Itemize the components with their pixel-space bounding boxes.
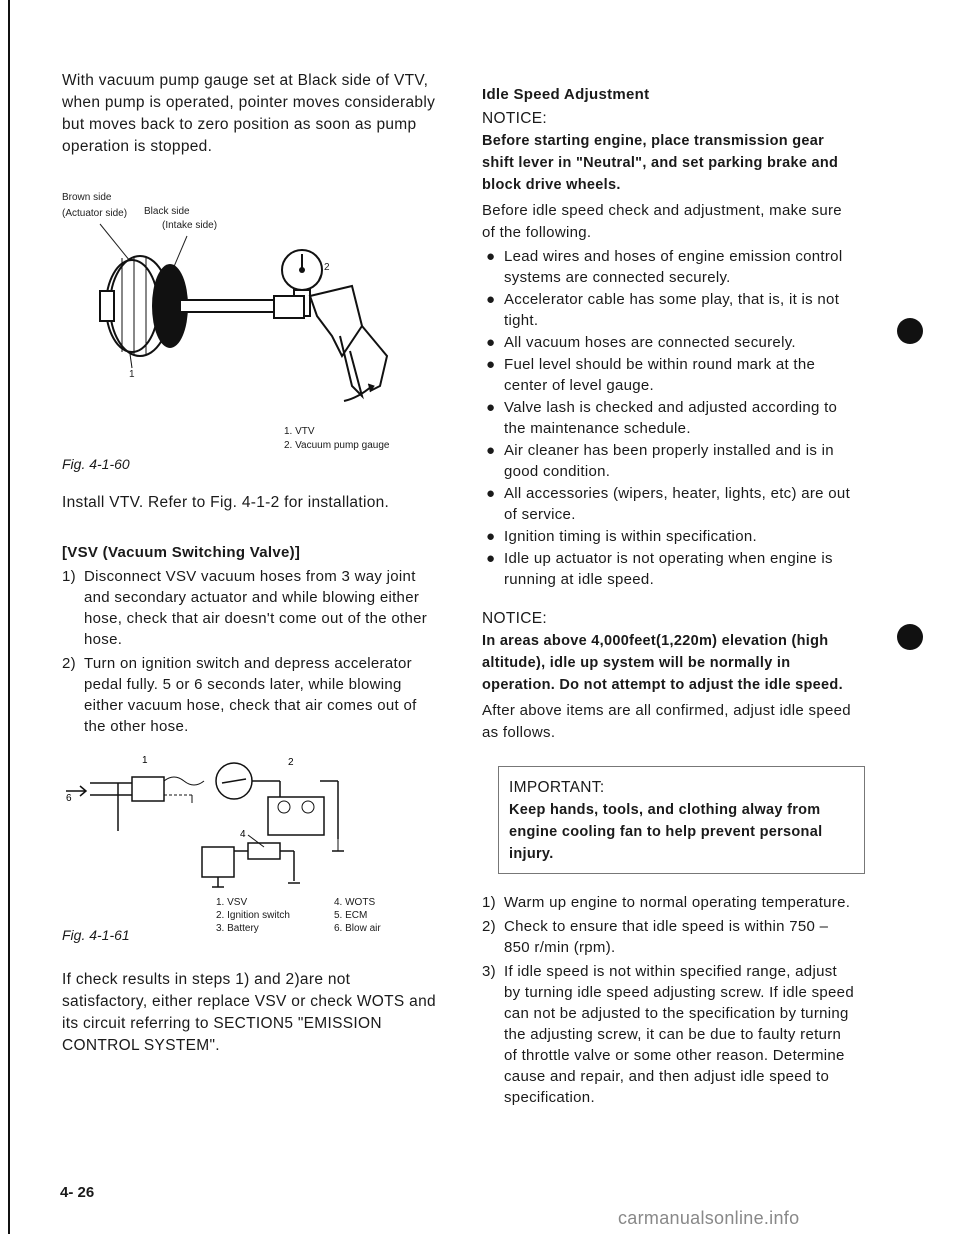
- vacuum-hose: [180, 300, 274, 312]
- watermark: carmanualsonline.info: [618, 1208, 800, 1228]
- legend-ignition-switch: 2. Ignition switch: [216, 910, 290, 921]
- legend-item-2: 2. Vacuum pump gauge: [284, 440, 390, 451]
- diagram-label-2: 2: [288, 757, 294, 768]
- diagram-label-6: 6: [66, 793, 72, 804]
- legend-ecm: 5. ECM: [334, 910, 368, 921]
- page-number: 4- 26: [60, 1184, 95, 1201]
- callout-black-side: Black side: [144, 206, 190, 217]
- callout-actuator-side: (Actuator side): [62, 208, 128, 219]
- battery-symbol: [268, 797, 324, 835]
- important-box: [498, 766, 865, 874]
- closing-paragraph: If check results in steps 1) and 2)are not satisfactory, either replace VSV or check WOTS and its circuit referring to SECTION5 "EMISSION CONTROL SYSTEM".: [62, 971, 436, 1054]
- ecm-symbol: [202, 847, 234, 877]
- intro-paragraph: With vacuum pump gauge set at Black side of VTV, when pump is operated, pointer moves considerably but moves back to zero position as soon as pump operation is stopped.: [62, 72, 436, 155]
- important-label: IMPORTANT:: [509, 779, 605, 796]
- legend-item-1: 1. VTV: [284, 426, 315, 437]
- vtv-body: [100, 256, 188, 356]
- idle-speed-heading: Idle Speed Adjustment: [482, 86, 650, 103]
- checklist-item: ● All vacuum hoses are connected securely.: [486, 334, 796, 351]
- checklist-item: ● Valve lash is checked and adjusted according to the maintenance schedule.: [486, 399, 838, 437]
- vsv-step-1: 1) Disconnect VSV vacuum hoses from 3 way joint and secondary actuator and while blowing either hose, check that air doesn't come out of the other hose.: [62, 568, 428, 648]
- vsv-circuit-diagram: [62, 751, 362, 891]
- vacuum-pump-gauge: [274, 250, 387, 401]
- punch-hole-marker: [897, 318, 923, 344]
- left-column: [62, 70, 437, 1057]
- vsv-symbol: [132, 777, 164, 801]
- diagram-label-4: 4: [240, 829, 246, 840]
- checklist-item: ● Ignition timing is within specification.: [486, 528, 757, 545]
- idle-step-3: 3) If idle speed is not within specified range, adjust by turning idle speed adjusting screw. If idle speed can not be adjusted to the specification by turning the adjusting screw, it can be due to faulty return of throttle valve or some other reason. Determine cause and repair, and then adjust idle speed to specification.: [482, 963, 854, 1106]
- punch-hole-marker: [897, 624, 923, 650]
- notice-label-2: NOTICE:: [482, 610, 547, 627]
- after-paragraph: After above items are all confirmed, adjust idle speed as follows.: [482, 702, 851, 741]
- vsv-step-2: 2) Turn on ignition switch and depress accelerator pedal fully. 5 or 6 seconds later, while blowing either vacuum hose, check that air comes out of the other hose.: [62, 655, 417, 735]
- figure-caption-60: Fig. 4-1-60: [62, 456, 130, 472]
- idle-step-2: 2) Check to ensure that idle speed is within 750 – 850 r/min (rpm).: [482, 918, 829, 956]
- vsv-heading: [VSV (Vacuum Switching Valve)]: [62, 544, 301, 561]
- checklist: [482, 246, 854, 590]
- checklist-item: ● Fuel level should be within round mark at the center of level gauge.: [486, 356, 816, 394]
- notice-text-2: In areas above 4,000feet(1,220m) elevation (high altitude), idle up system will be normally in operation. Do not attempt to adjust the idle speed.: [482, 633, 843, 693]
- install-paragraph: Install VTV. Refer to Fig. 4-1-2 for installation.: [62, 494, 390, 511]
- wots-symbol: [248, 843, 280, 859]
- diagram-label-1: 1: [142, 755, 148, 766]
- checklist-item: ● Air cleaner has been properly installed and is in good condition.: [486, 442, 834, 480]
- important-text: Keep hands, tools, and clothing alway from engine cooling fan to help prevent personal injury.: [509, 802, 823, 862]
- figure-caption-61: Fig. 4-1-61: [62, 927, 130, 943]
- legend-wots: 4. WOTS: [334, 897, 376, 908]
- vtv-pump-illustration: [62, 186, 392, 436]
- figure-4-1-60: [62, 186, 437, 476]
- figure-4-1-61: [62, 751, 437, 951]
- before-paragraph: Before idle speed check and adjustment, make sure of the following.: [482, 202, 842, 241]
- notice-label-1: NOTICE:: [482, 110, 547, 127]
- legend-vsv: 1. VSV: [216, 897, 248, 908]
- callout-brown-side: Brown side: [62, 192, 112, 203]
- idle-step-1: 1) Warm up engine to normal operating temperature.: [482, 894, 851, 911]
- page-edge-line: [8, 0, 10, 1234]
- checklist-item: ● Lead wires and hoses of engine emission control systems are connected securely.: [486, 248, 843, 286]
- callout-number-2: 2: [324, 262, 330, 273]
- idle-steps: [482, 892, 854, 1108]
- vsv-steps: [62, 566, 437, 737]
- notice-text-1: Before starting engine, place transmission gear shift lever in "Neutral", and set parking brake and block drive wheels.: [482, 133, 839, 193]
- checklist-item: ● Idle up actuator is not operating when engine is running at idle speed.: [486, 550, 833, 588]
- right-column: [482, 84, 854, 1111]
- callout-intake-side: (Intake side): [162, 220, 218, 231]
- legend-battery: 3. Battery: [216, 923, 259, 934]
- checklist-item: ● Accelerator cable has some play, that is, it is not tight.: [486, 291, 840, 329]
- legend-blow-air: 6. Blow air: [334, 923, 381, 934]
- checklist-item: ● All accessories (wipers, heater, lights, etc) are out of service.: [486, 485, 851, 523]
- callout-number-1: 1: [129, 369, 135, 380]
